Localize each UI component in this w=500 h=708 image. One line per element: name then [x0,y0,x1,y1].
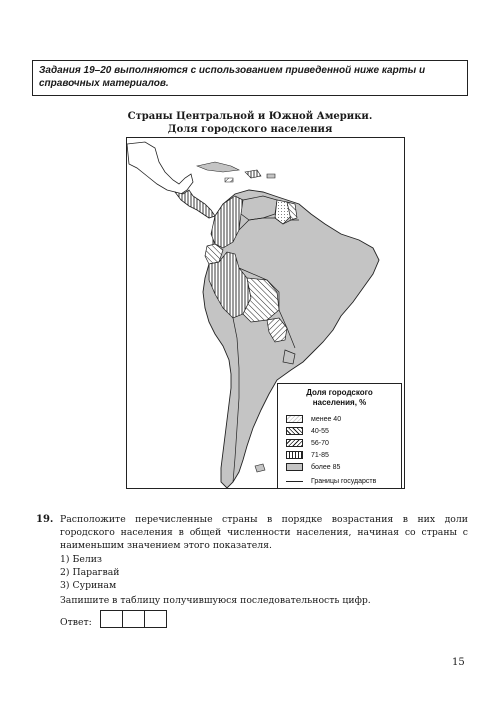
central-america [175,190,215,218]
instruction-box [32,60,468,96]
answer-cell-3[interactable] [144,610,167,628]
puerto-rico [267,174,275,178]
answer-instruction: Запишите в таблицу получившуюся последовательность цифр. [60,595,371,606]
answer-cell-1[interactable] [100,610,123,628]
legend-border-line [286,481,303,482]
map-title-line1: Страны Центральной и Южной Америки. [127,111,373,122]
legend-label: 40-55 [311,427,329,435]
legend-swatch-40-55 [286,427,303,435]
legend-swatch-lt40 [286,415,303,423]
answer-cell-2[interactable] [122,610,145,628]
legend-label: менее 40 [311,415,342,423]
cuba [197,162,239,172]
answer-table [101,610,167,628]
question-number: 19. [36,514,54,525]
legend-item-gt85 [286,462,340,472]
legend-item-lt40 [286,414,341,424]
legend-item-40-55 [286,426,329,436]
map-legend [277,383,402,489]
page-number: 15 [452,657,465,668]
legend-swatch-71-85 [286,451,303,459]
legend-label: 56-70 [311,439,329,447]
falklands [255,464,265,472]
jamaica [225,178,233,182]
legend-item-borders [286,476,376,486]
answer-options [60,553,120,592]
legend-title [278,388,401,408]
option-3: 3) Суринам [60,580,117,591]
option-2: 2) Парагвай [60,567,120,578]
answer-label: Ответ: [60,617,92,628]
legend-borders-label: Границы государств [311,477,377,485]
legend-label: 71-85 [311,451,329,459]
map-title [0,110,500,136]
legend-item-71-85 [286,450,329,460]
hispaniola [245,170,261,178]
mexico-outline [127,142,193,194]
legend-item-56-70 [286,438,329,448]
legend-title-line1: Доля городского [306,388,373,397]
instruction-text: Задания 19–20 выполняются с использованием приведенной ниже карты и справочных материалов. [39,65,426,89]
map-frame [126,137,405,489]
question-text: Расположите перечисленные страны в порядке возрастания в них доли городского населения в общей численности населения, начиная со страны с наименьшим значением этого показателя. [60,514,468,551]
legend-swatch-gt85 [286,463,303,471]
legend-swatch-56-70 [286,439,303,447]
legend-label: более 85 [311,463,341,471]
map-title-line2: Доля городского населения [167,124,333,135]
legend-title-line2: населения, % [312,398,367,407]
option-1: 1) Белиз [60,554,103,565]
